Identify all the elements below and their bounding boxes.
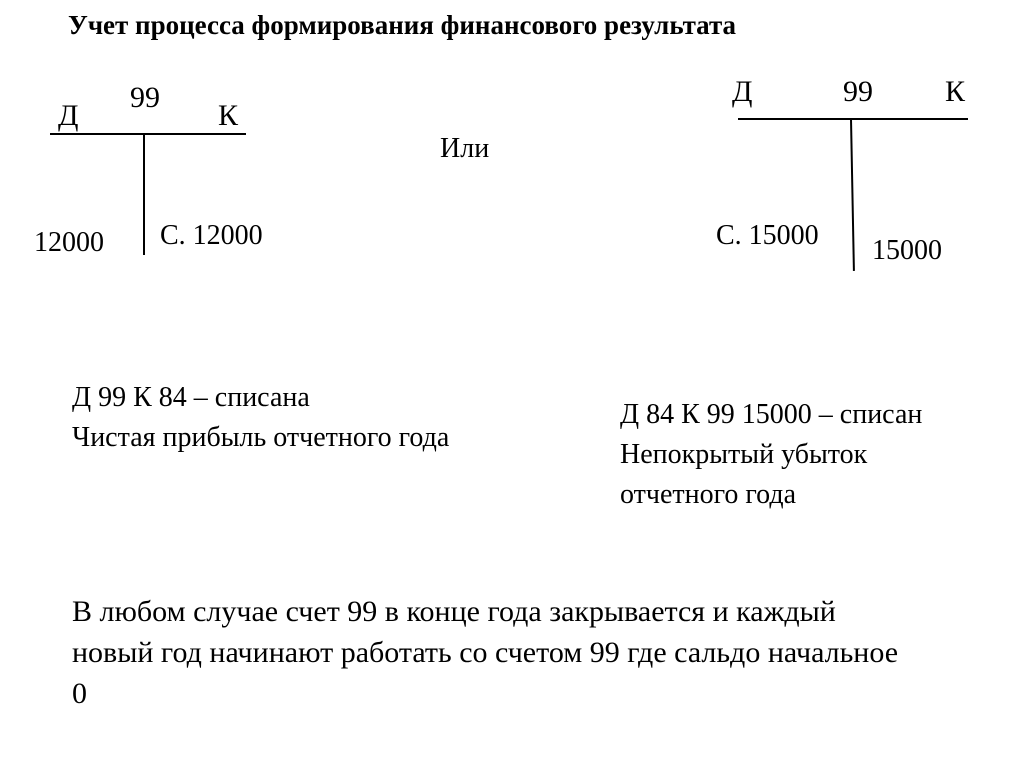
left-account-horizontal-line — [50, 133, 246, 135]
left-account-number: 99 — [130, 81, 160, 114]
right-account-number: 99 — [843, 75, 873, 108]
left-debit-label: Д — [58, 99, 79, 132]
right-entry-line-1: Д 84 К 99 15000 – списан — [620, 399, 923, 430]
right-credit-label: К — [945, 75, 966, 108]
right-credit-value: 15000 — [872, 235, 942, 266]
left-debit-value: 12000 — [34, 227, 104, 258]
or-separator: Или — [440, 133, 490, 164]
left-account-vertical-line — [143, 133, 145, 255]
conclusion-line-1: В любом случае счет 99 в конце года закрывается и каждый — [72, 595, 836, 628]
conclusion-line-2: новый год начинают работать со счетом 99 где сальдо начальное — [72, 636, 899, 669]
conclusion-text — [72, 591, 898, 714]
right-entry-line-2: Непокрытый убыток — [620, 439, 868, 470]
slide-title: Учет процесса формирования финансового результата — [68, 10, 737, 40]
conclusion-line-3: 0 — [72, 677, 87, 710]
left-entry-text — [72, 378, 449, 458]
right-debit-value: С. 15000 — [716, 220, 819, 251]
right-account-vertical-line — [850, 119, 854, 271]
left-entry-line-2: Чистая прибыль отчетного года — [72, 422, 450, 453]
left-credit-value: С. 12000 — [160, 220, 263, 251]
right-debit-label: Д — [732, 75, 753, 108]
left-credit-label: К — [218, 99, 239, 132]
right-account-horizontal-line — [738, 118, 968, 120]
right-entry-text — [620, 395, 922, 515]
right-entry-line-3: отчетного года — [620, 479, 797, 510]
left-entry-line-1: Д 99 К 84 – списана — [72, 382, 310, 413]
